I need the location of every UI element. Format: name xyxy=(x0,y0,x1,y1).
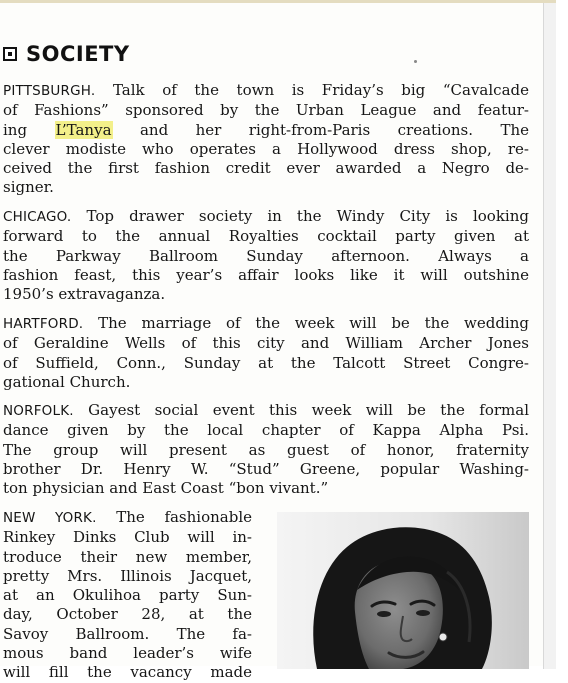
society-item-chicago: CHICAGO. Top drawer society in the Windy City is looking forward to the annual Royalties cocktail party given at the Parkway Ballroom Sunday afternoon. Always a fashion feast, this year’s affair looks like it will outshine 1950’s extravaganza. xyxy=(3,207,529,304)
society-item-pittsburgh: PITTSBURGH. Talk of the town is Friday’s big “Cavalcade of Fashions” sponsored by the Urban League and featur- ing L’Tanya and her right-from-Paris creations. The clever modiste who operates a Hollywood dress shop, re- ceived the first fashion credit ever awarded a Negro de- signer. xyxy=(3,81,529,197)
city-label: PITTSBURGH. xyxy=(3,83,96,99)
society-item-norfolk: NORFOLK. Gayest social event this week will be the formal dance given by the local chapter of Kappa Alpha Psi. The group will present as guest of honor, fraternity brother Dr. Henry W. “Stud” Greene, popular Washing- ton physician and East Coast “bon vivant.” xyxy=(3,401,529,498)
society-item-hartford: HARTFORD. The marriage of the week will be the wedding of Geraldine Wells of this city and William Archer Jones of Suffield, Conn., Sunday at the Talcott Street Congre- gational Church. xyxy=(3,314,529,391)
city-label: NORFOLK. xyxy=(3,403,74,419)
city-label: NEW YORK. xyxy=(3,510,97,526)
section-header xyxy=(3,42,130,66)
boxed-square-icon xyxy=(3,47,17,61)
city-label: HARTFORD. xyxy=(3,316,84,332)
section-title: SOCIETY xyxy=(26,42,130,66)
portrait-photo-image xyxy=(277,512,529,669)
print-speck xyxy=(414,60,417,63)
highlighted-name: L’Tanya xyxy=(55,120,112,139)
city-label: CHICAGO. xyxy=(3,209,72,225)
page-edge-strip xyxy=(543,3,556,669)
portrait-photo xyxy=(277,512,529,669)
society-item-new-york: NEW YORK. The fashionable Rinkey Dinks Club will in- troduce their new member, pretty Mrs. Illinois Jacquet, at an Okulihoa party Sun- day, October 28, at the Savoy Ballroom. The fa- mous band leader’s wife will fill the vacancy made xyxy=(3,508,252,682)
